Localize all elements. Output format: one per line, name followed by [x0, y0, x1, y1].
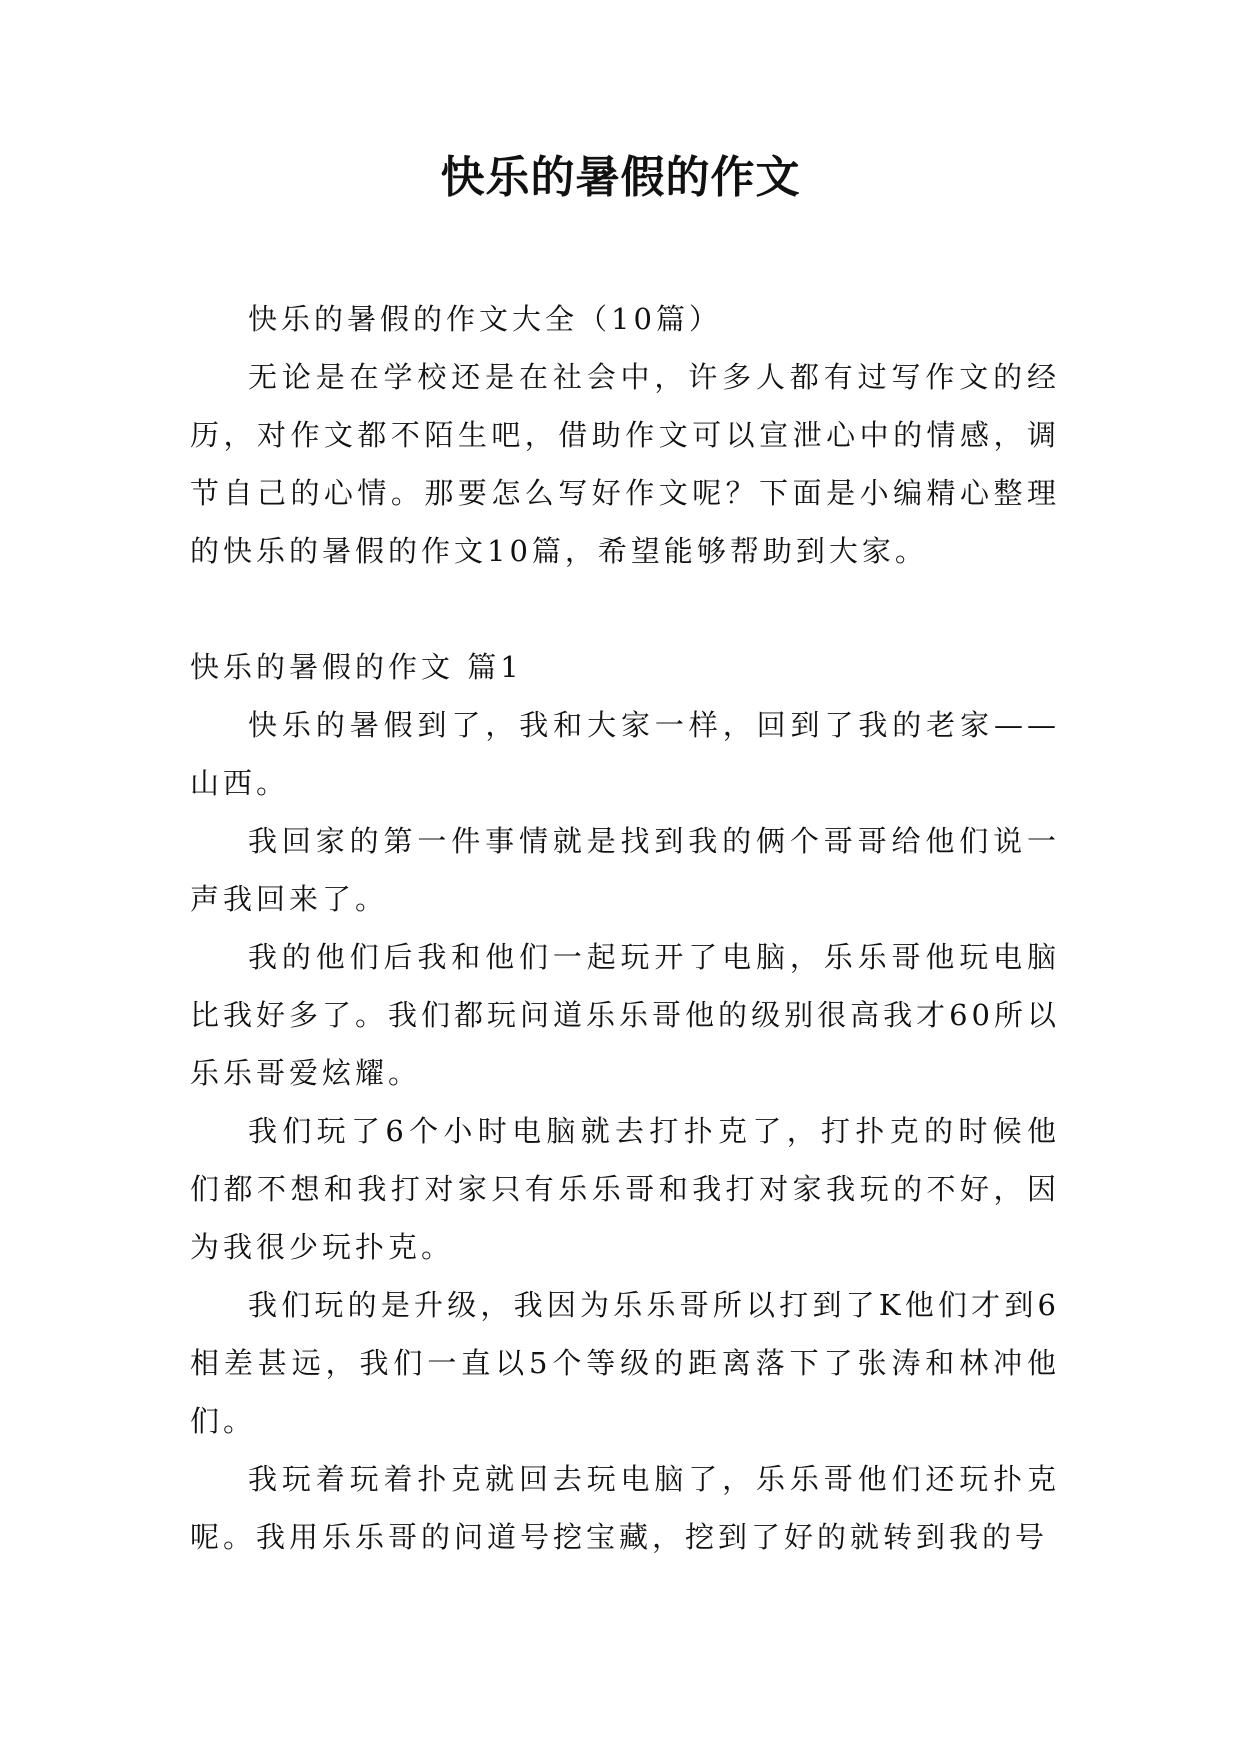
- body-paragraph: 我玩着玩着扑克就回去玩电脑了，乐乐哥他们还玩扑克呢。我用乐乐哥的问道号挖宝藏，挖到了好的就转到我的号: [190, 1462, 1060, 1554]
- body-paragraph: 我们玩了6个小时电脑就去打扑克了，打扑克的时候他们都不想和我打对家只有乐乐哥和我打对家我玩的不好，因为我很少玩扑克。: [190, 1114, 1060, 1264]
- paragraph-spacer: [190, 580, 1060, 638]
- intro-paragraph: 无论是在学校还是在社会中，许多人都有过写作文的经历，对作文都不陌生吧，借助作文可以宣泄心中的情感，调节自己的心情。那要怎么写好作文呢？下面是小编精心整理的快乐的暑假的作文10篇，希望能够帮助到大家。: [190, 360, 1060, 568]
- body-paragraph: 我的他们后我和他们一起玩开了电脑，乐乐哥他玩电脑比我好多了。我们都玩问道乐乐哥他的级别很高我才60所以乐乐哥爱炫耀。: [190, 940, 1060, 1090]
- body-paragraph: 我们玩的是升级，我因为乐乐哥所以打到了K他们才到6相差甚远，我们一直以5个等级的距离落下了张涛和林冲他们。: [190, 1288, 1060, 1438]
- body-paragraph: 我回家的第一件事情就是找到我的俩个哥哥给他们说一声我回来了。: [190, 824, 1060, 916]
- body-paragraph: 快乐的暑假到了，我和大家一样，回到了我的老家——山西。: [190, 708, 1060, 800]
- document-title: 快乐的暑假的作文: [440, 152, 801, 203]
- intro-subtitle: 快乐的暑假的作文大全（10篇）: [248, 302, 722, 336]
- section-heading: 快乐的暑假的作文 篇1: [190, 650, 523, 684]
- document-body: [190, 290, 1060, 1566]
